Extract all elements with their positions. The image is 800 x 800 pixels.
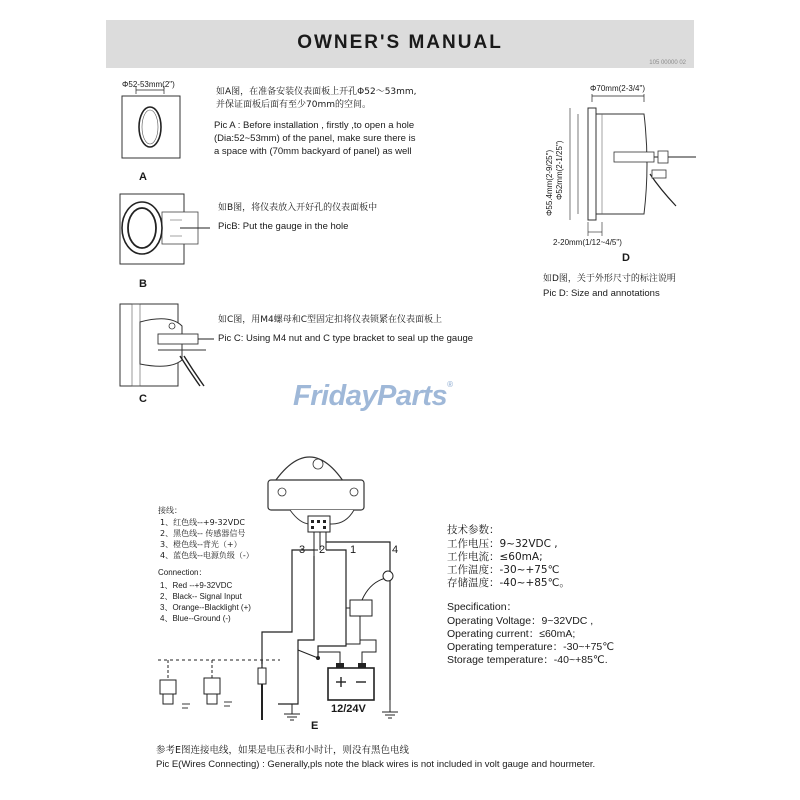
page-title: OWNER'S MANUAL xyxy=(297,32,503,53)
pic-d-letter: D xyxy=(622,252,630,264)
footer-en: Pic E(Wires Connecting) : Generally,pls note the black wires is not included in volt gauge and hourmeter. xyxy=(156,759,596,770)
wire-number-3: 3 xyxy=(299,544,306,556)
pic-b-drawing xyxy=(110,190,210,270)
pic-c-cn: 如C图，用M4螺母和C型固定扣将仪表锁紧在仪表面板上 xyxy=(218,315,443,325)
pic-d-drawing xyxy=(540,94,700,244)
specs-cn-title: 技术参数： xyxy=(447,524,500,536)
header-bar xyxy=(106,20,694,68)
specs-en-title: Specification： xyxy=(447,601,518,613)
pic-a-dimension: Φ52-53mm(2") xyxy=(122,80,175,89)
pic-a-en-line1: Pic A : Before installation , firstly ,to open a hole xyxy=(214,120,415,131)
wire-number-1: 1 xyxy=(350,544,357,556)
legend-cn-item-2: 2、黑色线-- 传感器信号 xyxy=(160,529,246,538)
pic-d-en: Pic D: Size and annotations xyxy=(543,288,660,299)
pic-c-letter: C xyxy=(139,393,147,405)
pic-a-cn-line1: 如A图，在准备安装仪表面板上开孔Φ52～53mm, xyxy=(216,87,417,97)
pic-a-letter: A xyxy=(139,171,147,183)
wire-number-2: 2 xyxy=(319,544,326,556)
legend-cn-item-4: 4、蓝色线--电源负级（-） xyxy=(160,551,254,560)
legend-en-item-4: 4、Blue--Ground (-) xyxy=(160,614,231,623)
logo-text: FridayParts xyxy=(293,380,448,412)
brand-logo xyxy=(293,380,452,413)
pic-b-cn: 如B图，将仪表放入开好孔的仪表面板中 xyxy=(218,203,378,213)
specs-cn-line-1: 工作电压：9~32VDC , xyxy=(447,538,558,550)
specs-cn-line-2: 工作电流：≤60mA; xyxy=(447,551,543,563)
specs-en-line-3: Operating temperature：-30~+75℃ xyxy=(447,641,615,653)
pic-d-dim-bottom: 2-20mm(1/12~4/5") xyxy=(553,238,622,247)
specs-en-line-2: Operating current：≤60mA; xyxy=(447,628,576,640)
legend-en-item-3: 3、Orange--Blacklight (+) xyxy=(160,603,251,612)
legend-en-item-1: 1、Red --+9-32VDC xyxy=(160,581,233,590)
pic-c-drawing xyxy=(110,300,220,390)
specs-en-line-1: Operating Voltage：9~32VDC , xyxy=(447,615,594,627)
legend-cn-item-1: 1、红色线--+9-32VDC xyxy=(160,518,245,527)
specs-en-line-4: Storage temperature：-40~+85℃. xyxy=(447,654,608,666)
pic-a-drawing xyxy=(110,86,190,166)
pic-d-dim-side-2: Φ52mm(2-1/25") xyxy=(555,140,564,200)
specs-cn-line-4: 存储温度：-40~+85℃。 xyxy=(447,577,570,589)
pic-b-en: PicB: Put the gauge in the hole xyxy=(218,221,349,232)
wire-number-4: 4 xyxy=(392,544,399,556)
legend-en-item-2: 2、Black-- Signal Input xyxy=(160,592,242,601)
legend-cn-item-3: 3、橙色线--背光（+） xyxy=(160,540,242,549)
footer-cn: 参考E图连接电线，如果是电压表和小时计，则没有黑色电线 xyxy=(156,745,410,756)
battery-voltage-label: 12/24V xyxy=(331,703,366,715)
doc-code: 105 00000 02 xyxy=(649,60,686,66)
pic-a-en-line2: (Dia:52~53mm) of the panel, make sure there is xyxy=(214,133,416,144)
legend-cn-title: 接线： xyxy=(158,506,182,515)
specs-cn-line-3: 工作温度：-30~+75℃ xyxy=(447,564,560,576)
legend-en-title: Connection： xyxy=(158,568,207,577)
pic-c-en: Pic C: Using M4 nut and C type bracket to seal up the gauge xyxy=(218,333,474,344)
logo-reg-mark: ® xyxy=(447,380,453,389)
pic-e-letter: E xyxy=(311,720,319,732)
pic-a-en-line3: a space with (70mm backyard of panel) as well xyxy=(214,146,412,157)
pic-b-letter: B xyxy=(139,278,147,290)
pic-d-dim-side-1: Φ55.4mm(2-9/25") xyxy=(545,149,554,216)
pic-d-cn: 如D图，关于外形尺寸的标注说明 xyxy=(543,274,676,284)
pic-d-dim-top: Φ70mm(2-3/4") xyxy=(590,84,646,93)
pic-a-cn-line2: 并保证面板后面有至少70mm的空间。 xyxy=(216,100,371,110)
